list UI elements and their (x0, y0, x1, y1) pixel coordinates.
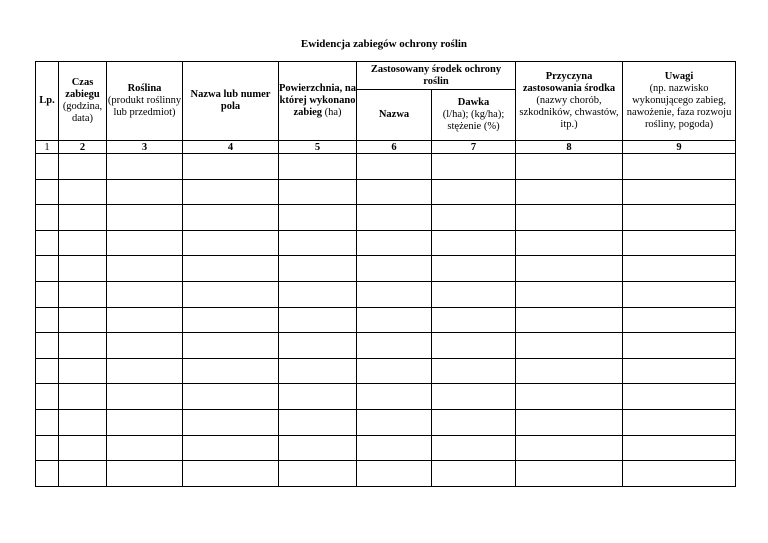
empty-cell[interactable] (357, 307, 432, 333)
empty-cell[interactable] (516, 435, 623, 461)
empty-cell[interactable] (623, 154, 736, 180)
empty-cell[interactable] (279, 281, 357, 307)
empty-cell[interactable] (59, 461, 107, 487)
table-row (36, 256, 736, 282)
empty-cell[interactable] (59, 409, 107, 435)
empty-cell[interactable] (279, 307, 357, 333)
empty-cell[interactable] (59, 205, 107, 231)
header-dose: Dawka (l/ha); (kg/ha); stężenie (%) (432, 90, 516, 141)
header-agent-name: Nazwa (357, 90, 432, 141)
empty-cell[interactable] (357, 384, 432, 410)
column-number: 9 (623, 141, 736, 154)
empty-cell[interactable] (432, 461, 516, 487)
empty-cell[interactable] (59, 333, 107, 359)
header-plant: Roślina (produkt roślinny lub przedmiot) (107, 62, 183, 141)
empty-cell[interactable] (36, 256, 59, 282)
empty-cell[interactable] (59, 281, 107, 307)
header-reason: Przyczyna zastosowania środka (nazwy chorób, szkodników, chwastów, itp.) (516, 62, 623, 141)
table-row (36, 461, 736, 487)
empty-cell[interactable] (432, 435, 516, 461)
empty-cell[interactable] (107, 435, 183, 461)
empty-cell[interactable] (516, 358, 623, 384)
table-row (36, 307, 736, 333)
empty-cell[interactable] (516, 384, 623, 410)
header-treatment-time: Czas zabiegu (godzina, data) (59, 62, 107, 141)
empty-cell[interactable] (279, 435, 357, 461)
column-number: 2 (59, 141, 107, 154)
empty-cell[interactable] (107, 358, 183, 384)
empty-cell[interactable] (357, 256, 432, 282)
empty-cell[interactable] (183, 179, 279, 205)
empty-cell[interactable] (183, 333, 279, 359)
empty-cell[interactable] (36, 230, 59, 256)
table-row (36, 281, 736, 307)
empty-cell[interactable] (516, 230, 623, 256)
empty-cell[interactable] (357, 333, 432, 359)
table-row (36, 358, 736, 384)
empty-cell[interactable] (36, 435, 59, 461)
empty-cell[interactable] (183, 205, 279, 231)
empty-cell[interactable] (59, 435, 107, 461)
empty-cell[interactable] (107, 461, 183, 487)
empty-cell[interactable] (36, 333, 59, 359)
empty-cell[interactable] (357, 205, 432, 231)
form-title: Ewidencja zabiegów ochrony roślin (300, 38, 468, 50)
empty-cell[interactable] (623, 281, 736, 307)
empty-cell[interactable] (623, 179, 736, 205)
empty-cell[interactable] (357, 179, 432, 205)
empty-cell[interactable] (59, 358, 107, 384)
table-row (36, 333, 736, 359)
empty-cell[interactable] (183, 358, 279, 384)
column-number: 7 (432, 141, 516, 154)
empty-cell[interactable] (279, 358, 357, 384)
table-row (36, 154, 736, 180)
empty-cell[interactable] (357, 230, 432, 256)
empty-cell[interactable] (516, 461, 623, 487)
empty-cell[interactable] (516, 205, 623, 231)
empty-cell[interactable] (432, 358, 516, 384)
empty-cell[interactable] (432, 230, 516, 256)
empty-cell[interactable] (183, 230, 279, 256)
empty-cell[interactable] (107, 256, 183, 282)
header-area: Powierzchnia, na której wykonano zabieg (ha) (279, 62, 357, 141)
empty-cell[interactable] (107, 154, 183, 180)
empty-cell[interactable] (432, 409, 516, 435)
empty-cell[interactable] (357, 409, 432, 435)
empty-cell[interactable] (183, 435, 279, 461)
table-row (36, 435, 736, 461)
empty-cell[interactable] (623, 461, 736, 487)
empty-cell[interactable] (279, 461, 357, 487)
empty-cell[interactable] (432, 179, 516, 205)
table-row (36, 179, 736, 205)
empty-cell[interactable] (36, 384, 59, 410)
empty-cell[interactable] (623, 333, 736, 359)
empty-cell[interactable] (183, 384, 279, 410)
table-row (36, 384, 736, 410)
empty-cell[interactable] (36, 461, 59, 487)
empty-cell[interactable] (59, 154, 107, 180)
table-row (36, 205, 736, 231)
column-number: 4 (183, 141, 279, 154)
header-field-name: Nazwa lub numer pola (183, 62, 279, 141)
empty-cell[interactable] (36, 409, 59, 435)
empty-cell[interactable] (183, 256, 279, 282)
empty-cell[interactable] (516, 307, 623, 333)
empty-cell[interactable] (623, 358, 736, 384)
empty-cell[interactable] (623, 384, 736, 410)
treatment-record-table (35, 61, 736, 487)
empty-cell[interactable] (183, 409, 279, 435)
empty-cell[interactable] (516, 179, 623, 205)
empty-cell[interactable] (59, 256, 107, 282)
empty-cell[interactable] (623, 230, 736, 256)
empty-cell[interactable] (183, 461, 279, 487)
empty-cell[interactable] (279, 384, 357, 410)
empty-cell[interactable] (432, 333, 516, 359)
empty-cell[interactable] (279, 409, 357, 435)
empty-cell[interactable] (516, 333, 623, 359)
header-protection-agent: Zastosowany środek ochrony roślin (357, 62, 516, 90)
empty-cell[interactable] (432, 281, 516, 307)
column-number: 3 (107, 141, 183, 154)
column-number: 6 (357, 141, 432, 154)
empty-cell[interactable] (36, 358, 59, 384)
empty-cell[interactable] (279, 179, 357, 205)
header-lp: Lp. (36, 62, 59, 141)
column-number: 5 (279, 141, 357, 154)
empty-cell[interactable] (107, 230, 183, 256)
table-row (36, 230, 736, 256)
empty-cell[interactable] (59, 384, 107, 410)
empty-cell[interactable] (183, 307, 279, 333)
empty-cell[interactable] (279, 333, 357, 359)
empty-cell[interactable] (59, 230, 107, 256)
column-number-row (36, 141, 736, 154)
empty-cell[interactable] (623, 435, 736, 461)
empty-cell[interactable] (183, 154, 279, 180)
empty-cell[interactable] (183, 281, 279, 307)
empty-cell[interactable] (36, 154, 59, 180)
header-notes: Uwagi (np. nazwisko wykonującego zabieg, nawożenie, faza rozwoju rośliny, pogoda) (623, 62, 736, 141)
empty-cell[interactable] (59, 179, 107, 205)
empty-cell[interactable] (623, 205, 736, 231)
empty-cell[interactable] (516, 409, 623, 435)
empty-cell[interactable] (107, 409, 183, 435)
empty-cell[interactable] (516, 281, 623, 307)
empty-cell[interactable] (107, 333, 183, 359)
empty-cell[interactable] (59, 307, 107, 333)
empty-cell[interactable] (516, 256, 623, 282)
column-number: 8 (516, 141, 623, 154)
empty-cell[interactable] (279, 230, 357, 256)
empty-cell[interactable] (432, 205, 516, 231)
empty-cell[interactable] (357, 281, 432, 307)
empty-cell[interactable] (107, 179, 183, 205)
empty-cell[interactable] (357, 154, 432, 180)
column-number: 1 (36, 141, 59, 154)
empty-cell[interactable] (623, 256, 736, 282)
empty-cell[interactable] (36, 205, 59, 231)
empty-cell[interactable] (623, 307, 736, 333)
empty-cell[interactable] (279, 205, 357, 231)
empty-cell[interactable] (432, 384, 516, 410)
empty-cell[interactable] (36, 307, 59, 333)
empty-cell[interactable] (432, 307, 516, 333)
empty-cell[interactable] (279, 256, 357, 282)
empty-cell[interactable] (432, 256, 516, 282)
empty-cell[interactable] (107, 205, 183, 231)
table-row (36, 409, 736, 435)
empty-cell[interactable] (279, 154, 357, 180)
empty-cell[interactable] (36, 179, 59, 205)
empty-cell[interactable] (36, 281, 59, 307)
empty-cell[interactable] (357, 435, 432, 461)
empty-cell[interactable] (623, 409, 736, 435)
empty-cell[interactable] (432, 154, 516, 180)
empty-cell[interactable] (357, 358, 432, 384)
empty-cell[interactable] (107, 384, 183, 410)
empty-cell[interactable] (516, 154, 623, 180)
empty-cell[interactable] (107, 307, 183, 333)
empty-cell[interactable] (357, 461, 432, 487)
empty-cell[interactable] (107, 281, 183, 307)
